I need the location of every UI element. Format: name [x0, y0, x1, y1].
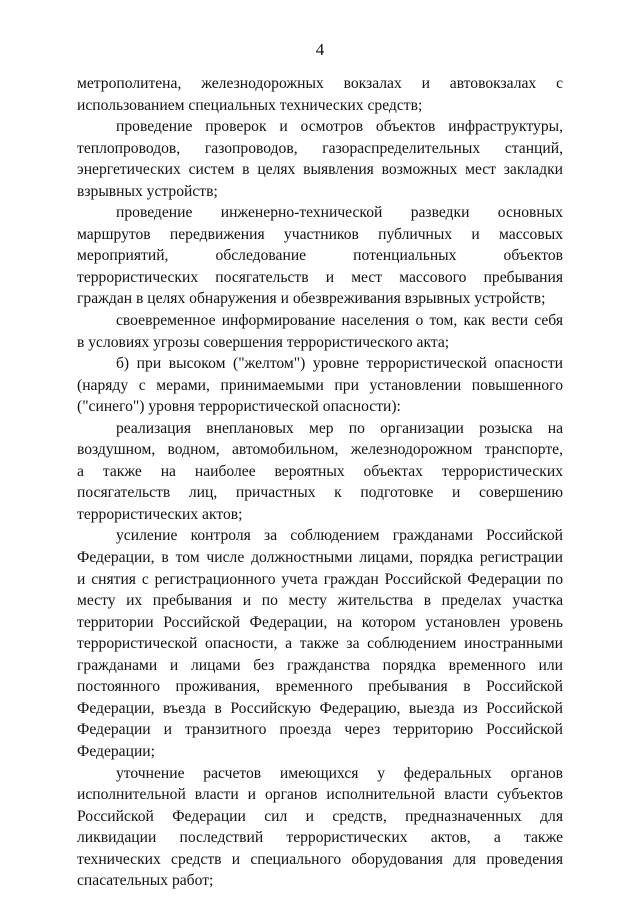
text-line: метрополитена, железнодорожных вокзалах и автовокзалах с: [77, 75, 563, 92]
text-line: б) при высоком ("желтом") уровне террористической опасности: [116, 355, 563, 373]
text-line: Федерации;: [77, 742, 155, 760]
text-line: территории Российской Федерации, на котором установлен уровень: [77, 613, 563, 631]
text-line: проведение инженерно-технической разведки основных: [116, 204, 563, 222]
text-line: исполнительной власти и органов исполнительной власти субъектов: [77, 786, 563, 804]
text-line: мероприятий, обследование потенциальных объектов: [77, 247, 563, 265]
text-line: спасательных работ;: [77, 872, 214, 890]
text-line: и снятия с регистрационного учета граждан Российской Федерации по: [77, 570, 563, 588]
text-line: постоянного проживания, временного пребывания в Российской: [77, 678, 563, 696]
text-line: (наряду с мерами, принимаемыми при установлении повышенного: [77, 376, 563, 394]
text-line: Федерации, въезда в Российскую Федерацию, выезда из Российской: [77, 699, 563, 717]
text-line: месту их пребывания и по месту жительства в пределах участка: [77, 592, 563, 610]
text-line: воздушном, водном, автомобильном, железнодорожном транспорте,: [77, 441, 563, 459]
text-line: реализация внеплановых мер по организации розыска на: [116, 419, 563, 437]
text-line: в условиях угрозы совершения террористического акта;: [77, 333, 450, 351]
text-line: террористических актов;: [77, 505, 243, 523]
text-line: усиление контроля за соблюдением гражданами Российской: [116, 527, 563, 545]
document-body: [77, 73, 563, 892]
text-line: энергетических систем в целях выявления возможных мест закладки: [77, 161, 563, 179]
text-line: террористических посягательств и мест массового пребывания: [77, 268, 563, 286]
text-line: Федерации, в том числе должностными лицами, порядка регистрации: [77, 549, 563, 567]
text-line: использованием специальных технических средств;: [77, 96, 423, 114]
text-line: взрывных устройств;: [77, 182, 218, 200]
text-line: ликвидации последствий террористических актов, а также: [77, 829, 563, 847]
text-line: уточнение расчетов имеющихся у федеральных органов: [116, 764, 563, 782]
text-line: маршрутов передвижения участников публичных и массовых: [77, 225, 563, 243]
text-line: а также на наиболее вероятных объектах террористических: [77, 462, 563, 480]
text-line: посягательств лиц, причастных к подготовке и совершению: [77, 484, 563, 502]
text-line: технических средств и специального оборудования для проведения: [77, 850, 563, 868]
text-line: ("синего") уровня террористической опасности):: [77, 398, 401, 416]
text-line: Федерации и транзитного проезда через территорию Российской: [77, 721, 563, 739]
text-line: теплопроводов, газопроводов, газораспределительных станций,: [77, 139, 563, 157]
text-line: гражданами и лицами без гражданства порядка временного или: [77, 656, 563, 674]
text-line: граждан в целях обнаружения и обезвреживания взрывных устройств;: [77, 290, 546, 308]
text-line: Российской Федерации сил и средств, предназначенных для: [77, 807, 563, 825]
text-line: террористической опасности, а также за соблюдением иностранными: [77, 635, 563, 653]
text-line: своевременное информирование населения о том, как вести себя: [116, 312, 563, 330]
text-line: проведение проверок и осмотров объектов инфраструктуры,: [116, 118, 563, 136]
page-number: 4: [315, 40, 325, 59]
